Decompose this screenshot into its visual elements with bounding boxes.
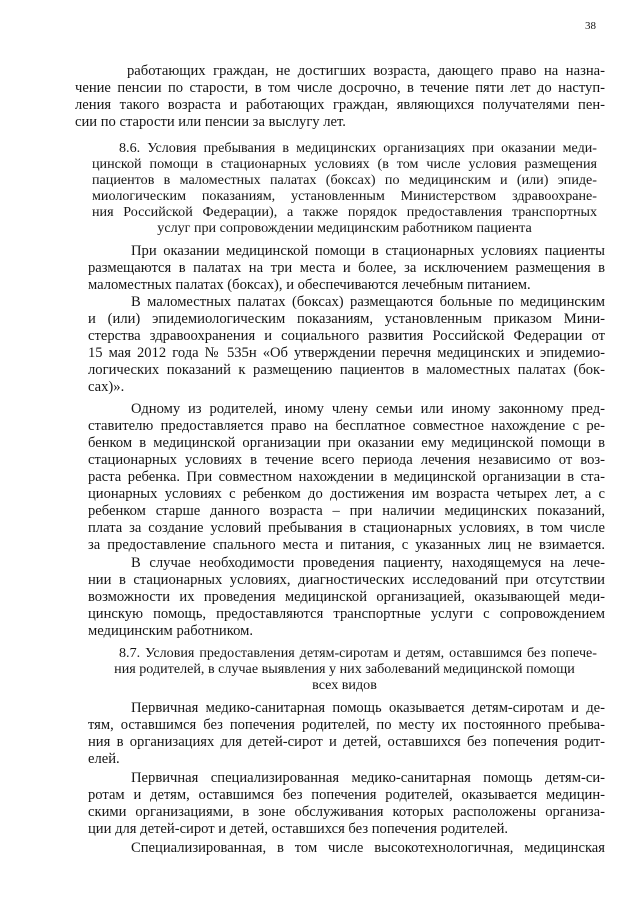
text-line: ционарных условиях с ребенком до достижения им возраста четырех лет, а с	[88, 486, 605, 502]
text-line: стационарных условиях в течение всего периода лечения независимо от воз-	[88, 452, 605, 468]
text-line: елей.	[88, 751, 120, 767]
text-line: работающих граждан, не достигших возраста, дающего право на назна-	[127, 63, 605, 79]
text-line: Первичная медико-санитарная помощь оказывается детям-сиротам и де-	[131, 700, 605, 716]
text-line: При оказании медицинской помощи в стационарных условиях пациенты	[131, 243, 605, 259]
heading-line: ния Российской Федерации), а также порядок предоставления транспортных	[92, 204, 597, 220]
text-line: ребенком старше данного возраста – при наличии медицинских показаний,	[88, 503, 605, 519]
text-line: ции для детей-сирот и детей, оставшихся без попечения родителей.	[88, 821, 509, 837]
text-line: В маломестных палатах (боксах) размещаются больные по медицинским	[131, 294, 605, 310]
text-line: 15 мая 2012 года № 535н «Об утверждении перечня медицинских и эпидемио-	[88, 345, 605, 361]
heading-line: пациентов в маломестных палатах (боксах) по медицинским и (или) эпиде-	[92, 172, 597, 188]
heading-line: ния родителей, в случае выявления у них заболеваний медицинской помощи	[114, 661, 575, 677]
text-line: тям, оставшимся без попечения родителей, по месту их постоянного пребыва-	[88, 717, 605, 733]
text-line: раста ребенка. При совместном нахождении в медицинской организации в ста-	[88, 469, 605, 485]
text-line: ния в организациях для детей-сирот и детей, оставшихся без попечения родит-	[88, 734, 605, 750]
text-line: чение пенсии по старости, в том числе досрочно, в течение пяти лет до наступ-	[75, 80, 605, 96]
text-line: маломестных палатах (боксах), и обеспечиваются лечебным питанием.	[88, 277, 531, 293]
heading-line: цинской помощи в стационарных условиях (в том числе условия размещения	[92, 156, 597, 172]
heading-line: услуг при сопровождении медицинским работником пациента	[157, 220, 532, 236]
heading-line: миологическим показаниям, установленным Министерством здравоохране-	[92, 188, 597, 204]
text-line: размещаются в палатах на три места и более, за исключением размещения в	[88, 260, 605, 276]
text-line: Специализированная, в том числе высокотехнологичная, медицинская	[131, 840, 605, 856]
text-line: возможности их проведения медицинской организацией, оказывающей меди-	[88, 589, 605, 605]
text-line: нии в стационарных условиях, диагностических исследований при отсутствии	[88, 572, 605, 588]
text-line: бенком в медицинской организации при оказании ему медицинской помощи в	[88, 435, 605, 451]
heading-line: 8.6. Условия пребывания в медицинских организациях при оказании меди-	[119, 140, 597, 156]
text-line: скими организациями, в зоне обслуживания которых расположены организа-	[88, 804, 605, 820]
text-line: ротам и детям, оставшимся без попечения родителей, оказывается медицин-	[88, 787, 605, 803]
text-line: стерства здравоохранения и социального развития Российской Федерации от	[88, 328, 605, 344]
text-line: сии по старости или пенсии за выслугу лет.	[75, 114, 346, 130]
page-number: 38	[585, 20, 596, 32]
text-line: В случае необходимости проведения пациенту, находящемуся на лече-	[131, 555, 605, 571]
text-line: ставителю предоставляется право на бесплатное совместное нахождение с ре-	[88, 418, 605, 434]
heading-line: 8.7. Условия предоставления детям-сиротам и детям, оставшимся без попече-	[119, 645, 597, 661]
text-line: Первичная специализированная медико-санитарная помощь детям-си-	[131, 770, 605, 786]
text-line: сах)».	[88, 379, 125, 395]
text-line: цинскую помощь, предоставляются транспортные услуги с сопровождением	[88, 606, 605, 622]
heading-line: всех видов	[312, 677, 377, 693]
text-line: логических показаний к размещению пациентов в маломестных палатах (бок-	[88, 362, 605, 378]
text-line: Одному из родителей, иному члену семьи или иному законному пред-	[131, 401, 605, 417]
text-line: плата за создание условий пребывания в стационарных условиях, в том числе	[88, 520, 605, 536]
text-line: ления такого возраста и работающих граждан, являющихся получателями пен-	[75, 97, 605, 113]
text-line: и (или) эпидемиологическим показаниям, установленным приказом Мини-	[88, 311, 605, 327]
text-line: медицинским работником.	[88, 623, 253, 639]
text-line: за предоставление спального места и питания, с указанных лиц не взимается.	[88, 537, 605, 553]
